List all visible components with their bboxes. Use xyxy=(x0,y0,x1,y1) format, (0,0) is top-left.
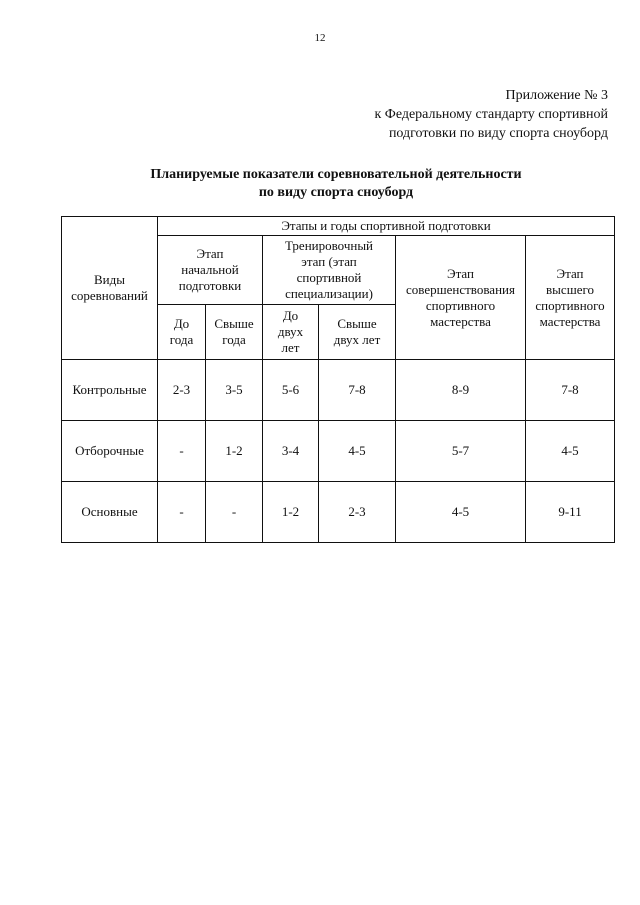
table-cell: 2-3 xyxy=(158,360,206,421)
appendix-line: Приложение № 3 xyxy=(505,88,608,103)
table-cell: 3-4 xyxy=(263,421,319,482)
row-label: Отборочные xyxy=(62,421,158,482)
header-stage-initial: Этап начальной подготовки xyxy=(158,236,263,305)
table-cell: 2-3 xyxy=(319,482,396,543)
table-cell: - xyxy=(158,421,206,482)
table-cell: 1-2 xyxy=(263,482,319,543)
table-cell: 4-5 xyxy=(319,421,396,482)
table-cell: 8-9 xyxy=(396,360,526,421)
table-cell: 5-6 xyxy=(263,360,319,421)
appendix-reference xyxy=(374,86,608,143)
table-cell: 4-5 xyxy=(396,482,526,543)
header-competition-types: Виды соревнований xyxy=(62,217,158,360)
table-row xyxy=(62,360,615,421)
page-number: 12 xyxy=(314,32,326,44)
header-stages: Этапы и годы спортивной подготовки xyxy=(158,217,615,236)
table-cell: 1-2 xyxy=(206,421,263,482)
appendix-line: подготовки по виду спорта сноуборд xyxy=(388,126,608,141)
table-cell: - xyxy=(158,482,206,543)
table-cell: 5-7 xyxy=(396,421,526,482)
table-cell: - xyxy=(206,482,263,543)
title-line: Планируемые показатели соревновательной деятельности xyxy=(150,167,522,182)
table-row xyxy=(62,421,615,482)
table-cell: 7-8 xyxy=(526,360,615,421)
header-stage-training: Тренировочный этап (этап спортивной специализации) xyxy=(263,236,396,305)
table-cell: 7-8 xyxy=(319,360,396,421)
table-cell: 3-5 xyxy=(206,360,263,421)
subheader-over-year: Свыше года xyxy=(206,305,263,360)
table-cell: 4-5 xyxy=(526,421,615,482)
subheader-over-two-years: Свыше двух лет xyxy=(319,305,396,360)
header-stage-improvement: Этап совершенствования спортивного мастерства xyxy=(396,236,526,360)
table-cell: 9-11 xyxy=(526,482,615,543)
table-row xyxy=(62,482,615,543)
appendix-line: к Федеральному стандарту спортивной xyxy=(374,107,608,122)
competition-indicators-table xyxy=(61,216,615,543)
subheader-up-to-two-years: До двух лет xyxy=(263,305,319,360)
header-stage-higher: Этап высшего спортивного мастерства xyxy=(526,236,615,360)
row-label: Основные xyxy=(62,482,158,543)
row-label: Контрольные xyxy=(62,360,158,421)
document-title xyxy=(0,166,640,202)
subheader-up-to-year: До года xyxy=(158,305,206,360)
title-line: по виду спорта сноуборд xyxy=(258,185,414,200)
